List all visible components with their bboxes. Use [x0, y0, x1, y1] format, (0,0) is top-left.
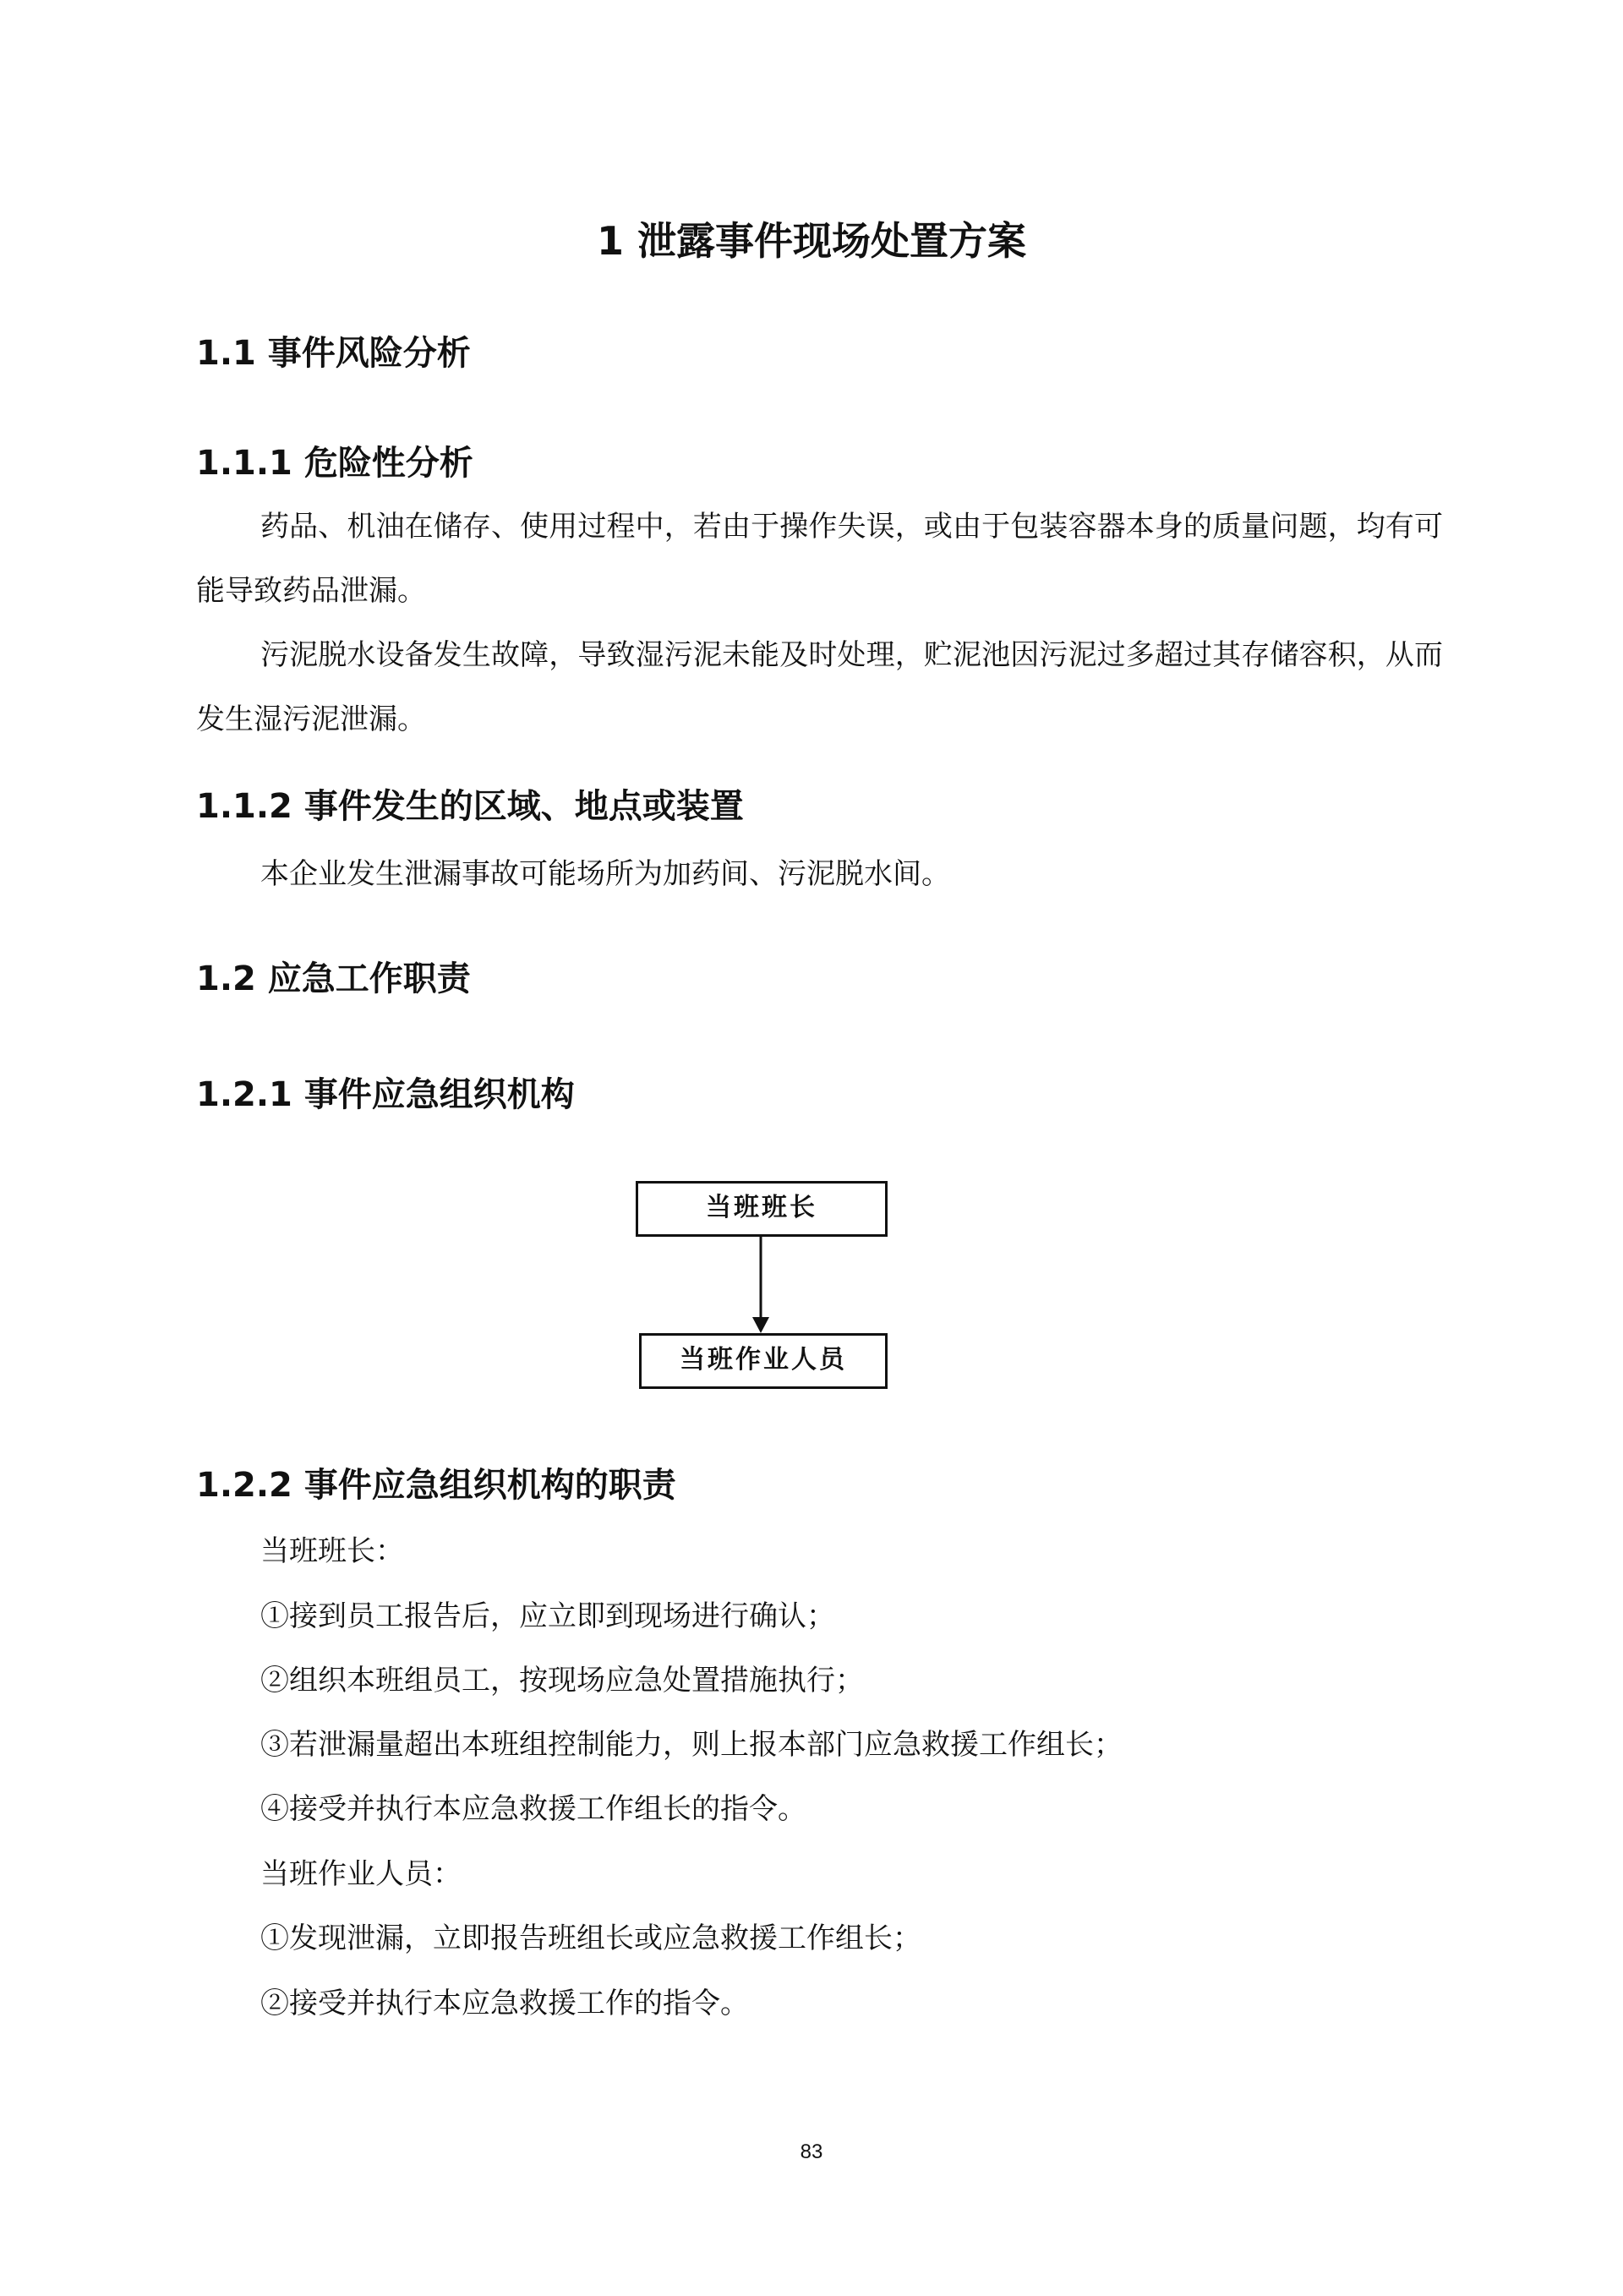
- subsection-heading-1-1-1: 1.1.1 危险性分析: [196, 444, 473, 483]
- shift-leader-duty-1: ①接到员工报告后，应立即到现场进行确认；: [260, 1599, 835, 1633]
- shift-leader-duty-3: ③若泄漏量超出本班组控制能力，则上报本部门应急救援工作组长；: [260, 1728, 1123, 1762]
- shift-leader-label: 当班班长：: [260, 1534, 404, 1568]
- section-heading-1-2: 1.2 应急工作职责: [196, 959, 471, 998]
- paragraph-event-location: 本企业发生泄漏事故可能场所为加药间、污泥脱水间。: [260, 857, 950, 891]
- shift-workers-duty-1: ①发现泄漏，立即报告班组长或应急救援工作组长；: [260, 1922, 921, 1955]
- shift-workers-duty-2: ②接受并执行本应急救援工作的指令。: [260, 1987, 749, 2020]
- org-box-shift-workers: 当班作业人员: [639, 1333, 888, 1389]
- shift-leader-duty-2: ②组织本班组员工，按现场应急处置措施执行；: [260, 1664, 864, 1697]
- shift-workers-label: 当班作业人员：: [260, 1857, 462, 1891]
- shift-leader-duty-4: ④接受并执行本应急救援工作组长的指令。: [260, 1792, 806, 1826]
- paragraph-hazard-medicine: 药品、机油在储存、使用过程中，若由于操作失误，或由于包装容器本身的质量问题，均有可能导致药品泄漏。: [196, 510, 1443, 608]
- page-number: 83: [800, 2140, 823, 2163]
- section-heading-1-1: 1.1 事件风险分析: [196, 334, 471, 373]
- paragraph-hazard-sludge: 污泥脱水设备发生故障，导致湿污泥未能及时处理，贮泥池因污泥过多超过其存储容积，从而发生湿污泥泄漏。: [196, 638, 1443, 736]
- subsection-heading-1-2-2: 1.2.2 事件应急组织机构的职责: [196, 1466, 676, 1505]
- document-title: 1 泄露事件现场处置方案: [596, 218, 1027, 264]
- subsection-heading-1-2-1: 1.2.1 事件应急组织机构: [196, 1075, 575, 1114]
- subsection-heading-1-1-2: 1.1.2 事件发生的区域、地点或装置: [196, 787, 744, 826]
- org-box-shift-leader: 当班班长: [636, 1181, 888, 1237]
